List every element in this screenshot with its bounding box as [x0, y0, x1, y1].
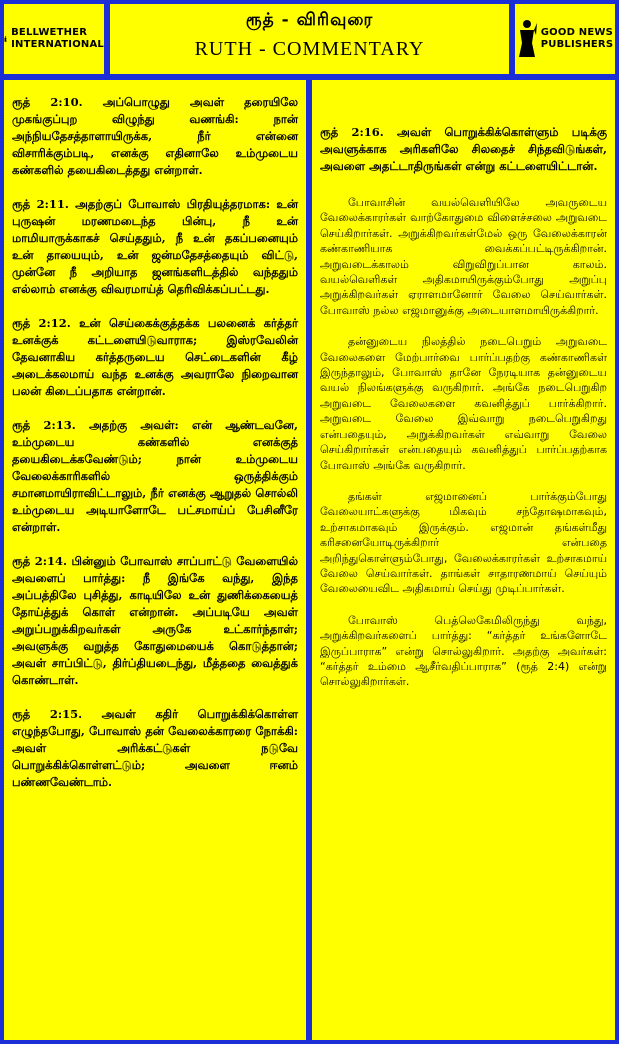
- title-block: [110, 4, 509, 74]
- verse-2-13: ரூத் 2:13. அதற்கு அவள்: என் ஆண்டவனே, உம்முடைய கண்களில் எனக்குத் தயைகிடைக்கவேண்டும்; நான் உம்முடைய வேலைக்காரிகளில் ஒருத்திக்கும் சமானமாயிராவிட்டாலும், நீர் எனக்கு ஆறுதல் சொல்லி உம்முடைய அடியாளோடே பட்சமாய்ப் பேசினீரே என்றாள்.: [12, 418, 298, 534]
- bellwether-figure-icon: [4, 19, 7, 59]
- left-column: [4, 80, 306, 1040]
- bellwether-logo-line2: INTERNATIONAL: [11, 39, 104, 50]
- verse-2-12: ரூத் 2:12. உன் செய்கைக்குத்தக்க பலனைக் கர்த்தர் உனக்குக் கட்டளையிடுவாராக; இஸ்ரவேலின் தேவனாகிய கர்த்தருடைய செட்டைகளின் கீழ் அடைக்கலமாய் வந்த உனக்கு அவராலே நிறைவான பலன் கிடைப்பதாக என்றான்.: [12, 316, 298, 398]
- bellwether-logo: [4, 4, 104, 74]
- verse-2-16: ரூத் 2:16. அவள் பொறுக்கிக்கொள்ளும் படிக்கு அவளுக்காக அரிகளிலே சிலதைச் சிந்தவிடுங்கள், அவளை அதட்டாதிருங்கள் என்று கட்டளையிட்டான்.: [320, 125, 607, 173]
- verse-2-15: ரூத் 2:15. அவள் கதிர் பொறுக்கிக்கொள்ள எழுந்தபோது, போவாஸ் தன் வேலைக்காரரை நோக்கி: அவள் அரிக்கட்டுகள் நடுவே பொறுக்கிக்கொள்ளட்டும்; அவளை ஈனம் பண்ணவேண்டாம்.: [12, 707, 298, 789]
- verse-2-11: ரூத் 2:11. அதற்குப் போவாஸ் பிரதியுத்தரமாக: உன் புருஷன் மரணமடைந்த பின்பு, நீ உன் மாமியாருக்காகச் செய்ததும், நீ உன் தகப்பனையும் உன் தாயையும், உன் ஜன்மதேசத்தையும் விட்டு, முன்னே நீ அறியாத ஜனங்களிடத்தில் வந்ததும் எல்லாம் எனக்கு விவரமாய்த் தெரிவிக்கப்பட்டது.: [12, 197, 298, 296]
- verse-2-10: ரூத் 2:10. அப்பொழுது அவள் தரையிலே முகங்குப்புற விழுந்து வணங்கி: நான் அந்நியதேசத்தாளாயிருக்க, நீர் என்னை விசாரிக்கும்படி, எனக்கு எதினாலே உம்முடைய கண்களில் தயைகிடைத்தது என்றாள்.: [12, 95, 298, 177]
- bellwether-logo-line1: BELLWETHER: [11, 27, 88, 38]
- good-news-figure-icon: [517, 19, 537, 59]
- commentary-paragraph-2: தன்னுடைய நிலத்தில் நடைபெறும் அறுவடை வேலைகளை மேற்பார்வை பார்ப்பதற்கு கண்காணிகள் இருந்தாலும், போவாஸ் தானே நேரடியாக தன்னுடைய வயல் நிலங்களுக்கு வருகிறார். அங்கே நடைபெறுகிற அறுவடை வேலைகளை கவனித்துப் பார்க்கிறார். அறுவடை வேலை இவ்வாறு நடைபெறுகிறது என்பதையும், அறுக்கிறவர்கள் எவ்வாறு வேலை செய்கிறார்கள் என்பதையும் கவனித்துப் பார்ப்பதற்காக போவாஸ் அங்கே வருகிறார்.: [320, 335, 607, 472]
- right-column: [312, 80, 615, 1040]
- good-news-logo: [515, 4, 615, 74]
- commentary-paragraph-1: போவாசின் வயல்வெளியிலே அவருடைய வேலைக்காரர்கள் வாற்கோதுமை விளைச்சலை அறுவடை செய்கிறார்கள். அறுக்கிறவர்கள்மேல் ஒரு வேலைக்காரன் கண்காணியாக வைக்கப்பட்டிருக்கிறான். அறுவடைக்காலம் விறுவிறுப்பான காலம். வயல்வெளிகள் அதிகமாயிருக்கும்போது அறுப்பு அறுக்கிறவர்கள் ஏராளமானோர் வேலை செய்வார்கள். போவாஸ் நல்ல எஜமானுக்கு அடையாளமாயிருக்கிறார்.: [320, 196, 607, 317]
- good-news-logo-line2: PUBLISHERS: [540, 39, 614, 50]
- good-news-logo-line1: GOOD NEWS: [540, 27, 613, 38]
- title-tamil: ரூத் - விரிவுரை: [245, 10, 374, 30]
- commentary-paragraph-3: தங்கள் எஜமானைப் பார்க்கும்போது வேலையாட்களுக்கு மிகவும் சந்தோஷமாகவும், உற்சாகமாகவும் இருக்கும். எஜமான் தங்கள்மீது கரிசனையோடிருக்கிறார் என்பதை அறிந்துகொள்ளும்போது, வேலைக்காரர்கள் உற்சாகமாய் வேலை செய்வார்கள். தாங்கள் சாதாரணமாய் செய்யும் வேலையைவிட அதிகமாய் செய்து முடிப்பார்கள்.: [320, 489, 607, 596]
- commentary-paragraph-4: போவாஸ் பெத்லெகேமிலிருந்து வந்து, அறுக்கிறவர்களைப் பார்த்து: “கர்த்தர் உங்களோடே இருப்பாராக” என்று சொல்லுகிறார். அதற்கு அவர்கள்: “கர்த்தர் உம்மை ஆசீர்வதிப்பாராக” (ரூத் 2:4) என்று சொல்லுகிறார்கள்.: [320, 613, 607, 689]
- title-english: RUTH - COMMENTARY: [194, 38, 425, 60]
- verse-2-14: ரூத் 2:14. பின்னும் போவாஸ் சாப்பாட்டு வேளையில் அவளைப் பார்த்து: நீ இங்கே வந்து, இந்த அப்பத்திலே புசித்து, காடியிலே உன் துணிக்கையைத் தோய்த்துக் கொள் என்றான். அப்படியே அவள் அறுப்பறுக்கிறவர்கள் அருகே உட்கார்ந்தாள்; அவளுக்கு வறுத்த கோதுமையைக் கொடுத்தான்; அவள் சாப்பிட்டு, திர்ப்தியடைந்து, மீத்ததை வைத்துக் கொண்டாள்.: [12, 554, 298, 687]
